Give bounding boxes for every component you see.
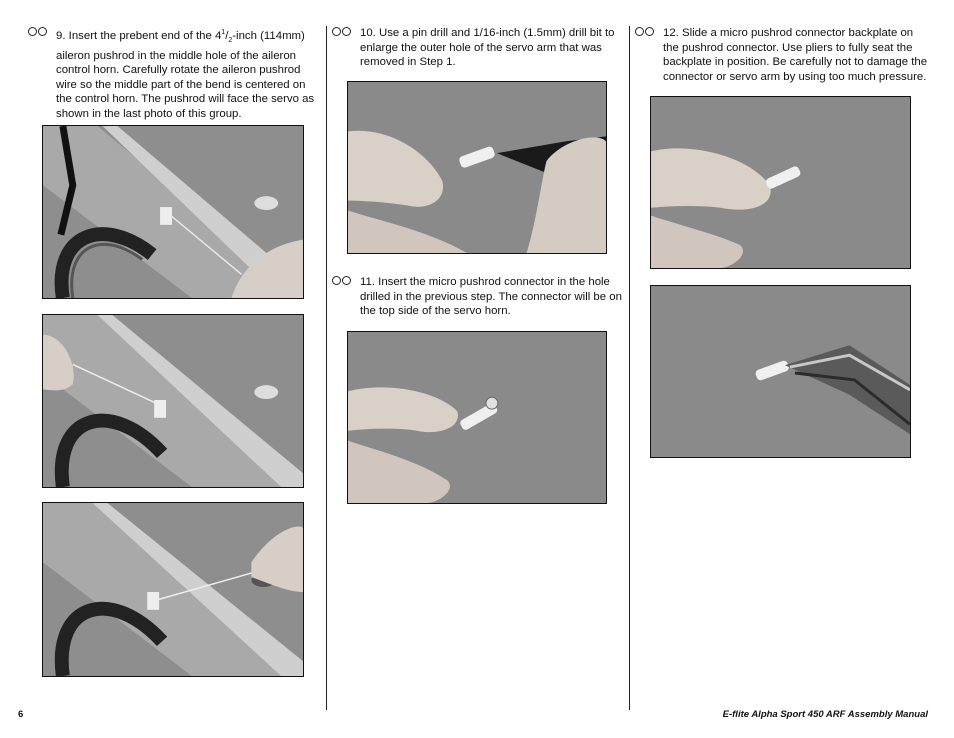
- checkbox-circle-icon[interactable]: [635, 27, 644, 36]
- step-9-photo-1: [42, 125, 304, 299]
- step-12-photo-2: [650, 285, 911, 458]
- checkbox-circle-icon[interactable]: [342, 27, 351, 36]
- step-9-text-pre: 9. Insert the prebent end of the 4: [56, 29, 222, 42]
- fraction-numerator: 1: [221, 29, 226, 36]
- checkbox-circle-icon[interactable]: [28, 27, 37, 36]
- step-10-photo: [347, 81, 607, 254]
- step-checkboxes[interactable]: [332, 276, 351, 285]
- step-9-photo-2: [42, 314, 304, 488]
- step-11-photo: [347, 331, 607, 504]
- step-12-text: 12. Slide a micro pushrod connector backplate on the pushrod connector. Use pliers to fully seat the backplate in position. Be carefully not to damage the connector or servo arm by using too much pressure.: [663, 27, 928, 83]
- step-checkboxes[interactable]: [332, 27, 351, 36]
- column-right: [635, 26, 930, 84]
- fraction-denominator: 2: [228, 37, 233, 45]
- column-divider-1: [326, 26, 327, 710]
- column-middle: [332, 26, 622, 70]
- checkbox-circle-icon[interactable]: [332, 276, 341, 285]
- column-left: [28, 26, 320, 122]
- checkbox-circle-icon[interactable]: [645, 27, 654, 36]
- step-12: [635, 26, 930, 84]
- step-11-container: [332, 275, 622, 319]
- page-number: 6: [18, 709, 24, 720]
- step-12-photo-1: [650, 96, 911, 269]
- step-10-text: 10. Use a pin drill and 1/16-inch (1.5mm) drill bit to enlarge the outer hole of the servo arm that was removed in Step 1.: [360, 27, 615, 69]
- step-9-text-post: -inch (114mm) aileron pushrod in the middle hole of the aileron control horn. Carefully rotate the aileron pushrod wire so the middle part of the bend is centered on the control horn. The pushrod will face the servo as shown in the last photo of this group.: [56, 29, 315, 121]
- step-9: [28, 26, 320, 122]
- step-11: [332, 275, 622, 319]
- step-checkboxes[interactable]: [635, 27, 654, 36]
- column-divider-2: [629, 26, 630, 710]
- checkbox-circle-icon[interactable]: [332, 27, 341, 36]
- checkbox-circle-icon[interactable]: [342, 276, 351, 285]
- step-checkboxes[interactable]: [28, 27, 47, 36]
- fraction-slash: /: [225, 29, 229, 42]
- checkbox-circle-icon[interactable]: [38, 27, 47, 36]
- step-10: [332, 26, 622, 70]
- manual-title: E-flite Alpha Sport 450 ARF Assembly Manual: [722, 709, 928, 720]
- step-9-photo-3: [42, 502, 304, 677]
- step-11-text: 11. Insert the micro pushrod connector in the hole drilled in the previous step. The connector will be on the top side of the servo horn.: [360, 276, 622, 318]
